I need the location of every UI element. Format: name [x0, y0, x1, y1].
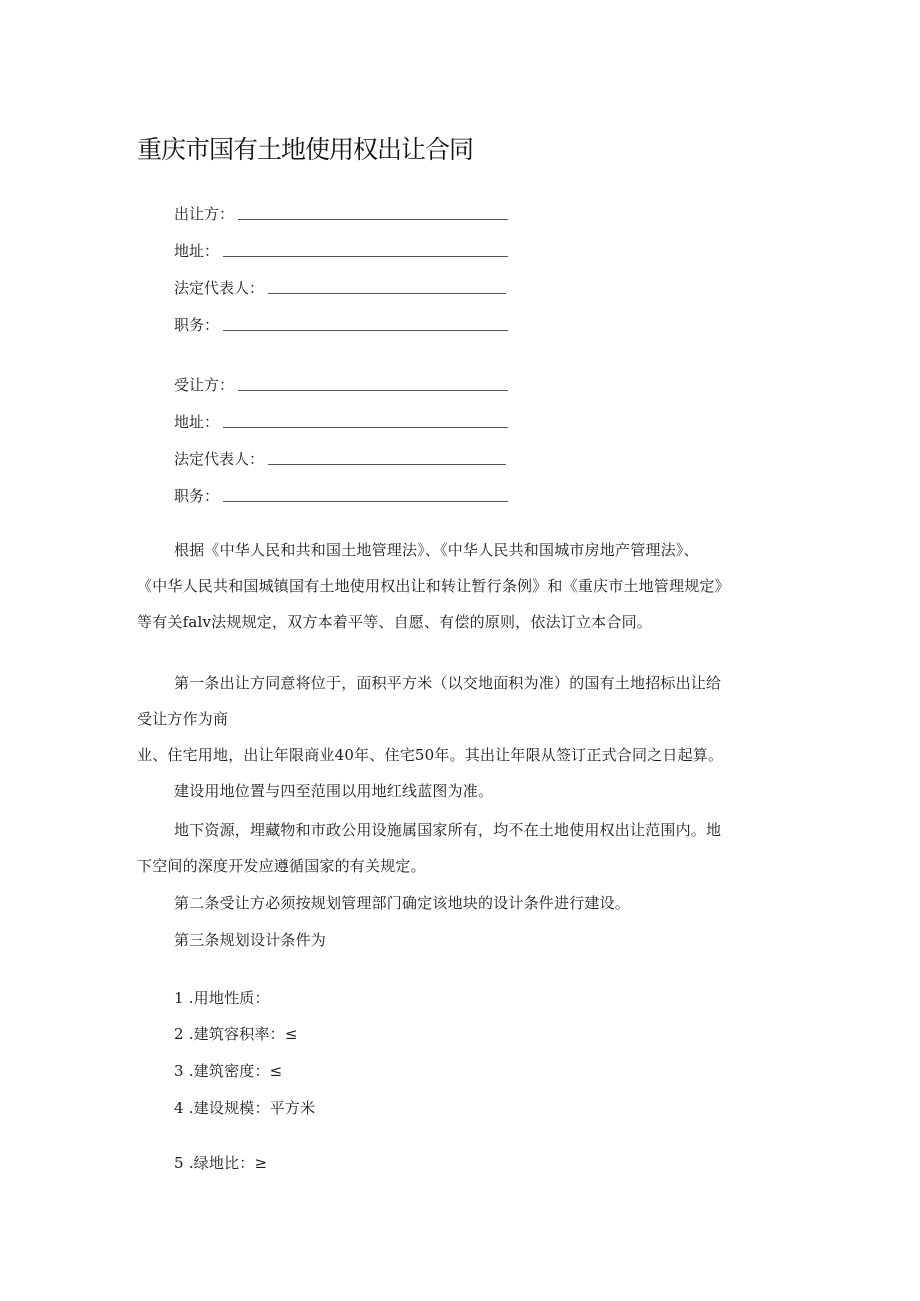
article1-line-2: 受让方作为商 — [137, 710, 229, 728]
article1-line-1: 第一条出让方同意将位于，面积平方米（以交地面积为准）的国有土地招标出让给 — [174, 674, 722, 692]
preamble-line-1: 根据《中华人民和共和国土地管理法》、《中华人民共和国城市房地产管理法》、 — [174, 541, 699, 559]
article3-heading: 第三条规划设计条件为 — [174, 931, 327, 949]
grantor-legal-rep-label: 法定代表人： — [174, 279, 265, 297]
grantee-address-blank-line[interactable] — [223, 426, 508, 428]
planning-item: 5 .绿地比：≥ — [174, 1154, 268, 1172]
article1-line-6: 下空间的深度开发应遵循国家的有关规定。 — [137, 857, 426, 875]
grantor-field — [174, 200, 508, 224]
planning-item: 4 .建设规模：平方米 — [174, 1099, 316, 1117]
grantor-legal-rep-field — [174, 274, 506, 298]
document-title: 重庆市国有土地使用权出让合同 — [137, 135, 474, 164]
grantor-position-field — [174, 311, 508, 335]
planning-item: 2 .建筑容积率：≤ — [174, 1025, 298, 1043]
grantee-address-field — [174, 408, 508, 432]
grantee-position-field — [174, 482, 508, 506]
grantor-position-label: 职务： — [174, 316, 220, 334]
grantor-address-blank-line[interactable] — [223, 255, 508, 257]
grantor-legal-rep-blank-line[interactable] — [268, 292, 506, 294]
preamble-line-3: 等有关falv法规规定，双方本着平等、自愿、有偿的原则，依法订立本合同。 — [137, 613, 652, 631]
grantee-blank-line[interactable] — [238, 389, 508, 391]
grantor-position-blank-line[interactable] — [223, 329, 508, 331]
grantee-address-label: 地址： — [174, 413, 220, 431]
grantor-blank-line[interactable] — [238, 218, 508, 220]
planning-item: 1 .用地性质： — [174, 989, 270, 1007]
grantee-legal-rep-label: 法定代表人： — [174, 450, 265, 468]
grantor-label: 出让方： — [174, 205, 235, 223]
grantee-field — [174, 371, 508, 395]
grantee-legal-rep-field — [174, 445, 506, 469]
grantee-position-blank-line[interactable] — [223, 500, 508, 502]
grantor-address-field — [174, 237, 508, 261]
article1-line-3: 业、住宅用地，出让年限商业40年、住宅50年。其出让年限从签订正式合同之日起算。 — [137, 746, 724, 764]
grantee-legal-rep-blank-line[interactable] — [268, 463, 506, 465]
article1-line-5: 地下资源，埋藏物和市政公用设施属国家所有，均不在土地使用权出让范围内。地 — [174, 821, 722, 839]
article2-text: 第二条受让方必须按规划管理部门确定该地块的设计条件进行建设。 — [174, 894, 631, 912]
grantor-address-label: 地址： — [174, 242, 220, 260]
planning-item: 3 .建筑密度：≤ — [174, 1062, 283, 1080]
article1-line-4: 建设用地位置与四至范围以用地红线蓝图为准。 — [174, 782, 494, 800]
grantee-label: 受让方： — [174, 376, 235, 394]
grantee-position-label: 职务： — [174, 487, 220, 505]
preamble-line-2: 《中华人民共和国城镇国有土地使用权出让和转让暂行条例》和《重庆市土地管理规定》 — [137, 577, 730, 595]
